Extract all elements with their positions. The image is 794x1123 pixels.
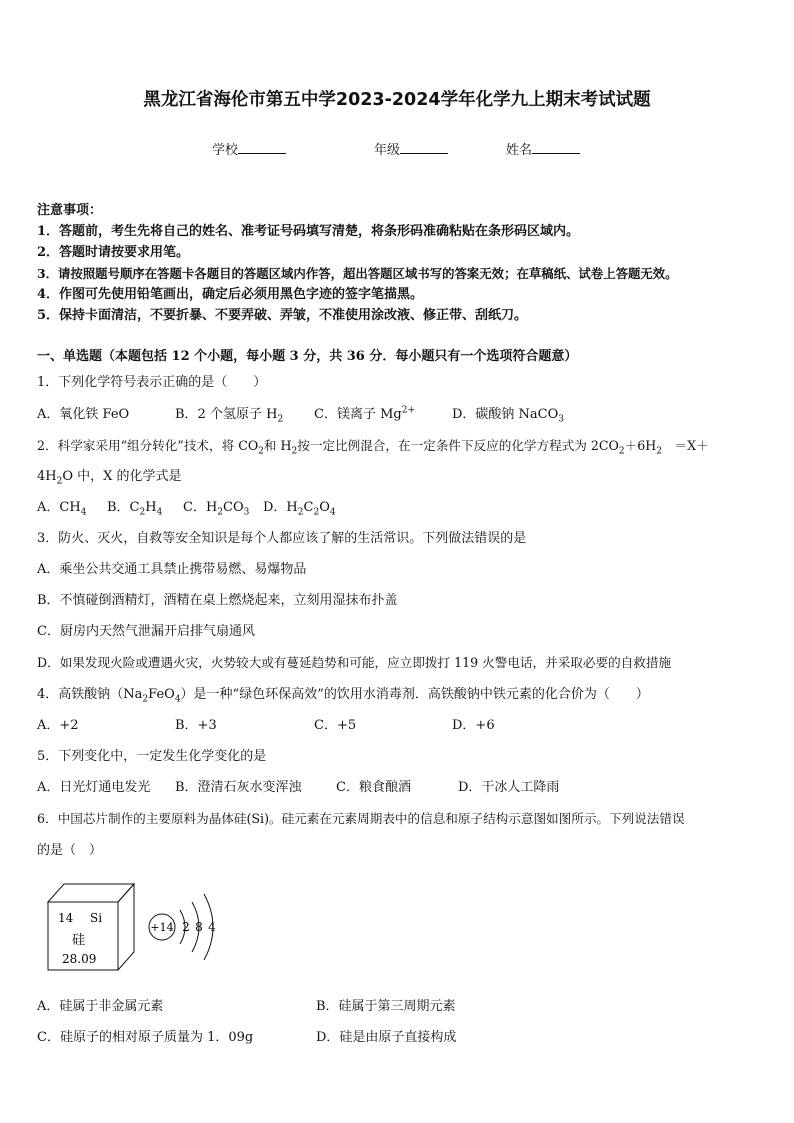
q3-option-a: A．乘坐公共交通工具禁止携带易燃、易爆物品 xyxy=(37,562,307,577)
q5-option-a: A．日光灯通电发光 xyxy=(37,780,151,795)
q3-option-c: C．厨房内天然气泄漏开启排气扇通风 xyxy=(37,624,255,639)
q3-option-d: D．如果发现火险或遭遇火灾，火势较大或有蔓延趋势和可能，应立即拨打 119 火警电话，并采取必要的自救措施 xyxy=(37,655,672,670)
q4-option-b: B．+3 xyxy=(175,718,217,733)
silicon-diagram-svg xyxy=(44,880,224,975)
q6-stem-line2: 的是（ ） xyxy=(37,843,103,858)
q5-option-d: D．干冰人工降雨 xyxy=(458,780,560,795)
notice-item-3: 3．请按照题号顺序在答题卡各题目的答题区域内作答，超出答题区域书写的答案无效；在草稿纸、试卷上答题无效。 xyxy=(37,266,678,281)
q1-stem: 1．下列化学符号表示正确的是（ ） xyxy=(37,375,267,390)
page-title: 黑龙江省海伦市第五中学2023-2024学年化学九上期末考试试题 xyxy=(143,90,651,110)
q5-option-b: B．澄清石灰水变浑浊 xyxy=(175,780,302,795)
q5-stem: 5．下列变化中，一定发生化学变化的是 xyxy=(37,749,267,764)
school-field xyxy=(212,139,286,158)
q4-option-a: A．+2 xyxy=(37,718,79,733)
shell-electrons-1: 2 xyxy=(182,920,190,934)
element-mass: 28.09 xyxy=(62,952,97,966)
nucleus-charge: +14 xyxy=(150,921,174,934)
q2-option-a: A．$CH_4$ xyxy=(37,500,87,518)
q5-options xyxy=(37,779,757,797)
name-blank xyxy=(532,141,580,154)
q6-option-d: D．硅是由原子直接构成 xyxy=(316,1030,457,1045)
q4-stem: 4．高铁酸钠$(Na_2FeO_4)$是一种“绿色环保高效”的饮用水消毒剂．高铁酸钠中铁元素的化合价为（ ） xyxy=(37,687,649,705)
grade-blank xyxy=(400,141,448,154)
grade-field xyxy=(374,139,448,158)
q1-option-d: D．碳酸钠 NaCO$_3$ xyxy=(452,407,565,425)
silicon-diagram xyxy=(44,880,224,975)
school-label: 学校 xyxy=(212,143,239,158)
name-label: 姓名 xyxy=(506,143,533,158)
section-heading: 一、单选题（本题包括 12 个小题，每小题 3 分，共 36 分．每小题只有一个选项符合题意） xyxy=(37,349,578,364)
atom-structure xyxy=(149,894,216,960)
element-name: 硅 xyxy=(72,933,86,948)
shell-electrons-3: 4 xyxy=(208,920,216,934)
q6-option-a: A．硅属于非金属元素 xyxy=(37,999,164,1014)
q4-option-d: D．+6 xyxy=(452,718,495,733)
student-info-row xyxy=(0,139,794,161)
q6-option-c: C．硅原子的相对原子质量为 1．09g xyxy=(37,1030,254,1045)
element-symbol: Si xyxy=(90,911,103,925)
name-field xyxy=(506,139,580,158)
q2-option-d: D．$H_2C_2O_4$ xyxy=(263,500,336,518)
shell-electrons-2: 8 xyxy=(195,920,203,934)
q1-option-b: B．2 个氢原子 $H_2$ xyxy=(175,407,284,425)
q6-stem-line1: 6．中国芯片制作的主要原料为晶体硅(Si)。硅元素在元素周期表中的信息和原子结构示意图如图所示。下列说法错误 xyxy=(37,811,685,826)
q2-stem-line1: 2．科学家采用“组分转化”技术，将 $CO_2$和 $H_2$按一定比例混合，在一定条件下反应的化学方程式为 $2CO_2+6H_2$ ＝X＋ xyxy=(37,438,709,457)
q2-stem-line2: $4H_2O$ 中，X 的化学式是 xyxy=(37,469,182,487)
q6-option-b: B．硅属于第三周期元素 xyxy=(316,999,456,1014)
q2-option-c: C．$H_2CO_3$ xyxy=(183,500,250,518)
q2-options xyxy=(37,499,757,517)
q5-option-c: C．粮食酿酒 xyxy=(336,780,411,795)
q4-option-c: C．+5 xyxy=(314,718,357,733)
notice-item-5: 5．保持卡面清洁，不要折暴、不要弄破、弄皱，不准使用涂改液、修正带、刮纸刀。 xyxy=(37,308,528,323)
notice-item-2: 2．答题时请按要求用笔。 xyxy=(37,245,190,260)
element-number: 14 xyxy=(58,911,74,925)
notice-heading: 注意事项： xyxy=(37,203,103,218)
school-blank xyxy=(238,141,286,154)
q3-stem: 3．防火、灭火，自救等安全知识是每个人都应该了解的生活常识。下列做法错误的是 xyxy=(37,531,527,546)
q3-option-b: B．不慎碰倒酒精灯，酒精在桌上燃烧起来，立刻用湿抹布扑盖 xyxy=(37,593,398,608)
q1-option-a: A．氧化铁 FeO xyxy=(37,407,130,422)
grade-label: 年级 xyxy=(374,143,401,158)
q1-options xyxy=(37,406,757,424)
q2-option-b: B．$C_2H_4$ xyxy=(107,500,163,518)
periodic-cell xyxy=(48,884,134,970)
notice-item-1: 1．答题前，考生先将自己的姓名、准考证号码填写清楚，将条形码准确粘贴在条形码区域内。 xyxy=(37,224,580,239)
q4-options xyxy=(37,717,757,735)
notice-item-4: 4．作图可先使用铅笔画出，确定后必须用黑色字迹的签字笔描黑。 xyxy=(37,287,424,302)
q1-option-c: C．镁离子 $Mg^{2+}$ xyxy=(314,405,415,422)
